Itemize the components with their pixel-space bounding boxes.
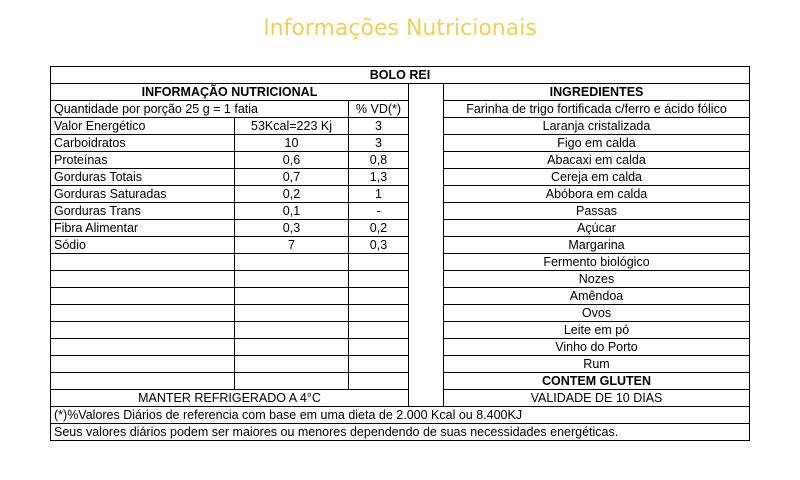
- empty-cell: [235, 339, 349, 356]
- spacer-cell: [409, 169, 444, 186]
- serving-label: Quantidade por porção 25 g = 1 fatia: [51, 101, 349, 118]
- empty-cell: [349, 288, 409, 305]
- ingredient-item: Abóbora em calda: [444, 186, 750, 203]
- nutrient-amount: 0,6: [235, 152, 349, 169]
- nutrient-name: Gorduras Saturadas: [51, 186, 235, 203]
- empty-cell: [235, 271, 349, 288]
- empty-cell: [349, 339, 409, 356]
- spacer-cell: [409, 220, 444, 237]
- empty-cell: [51, 373, 235, 390]
- footnote-row: [51, 424, 750, 441]
- footnote-daily-values: (*)%Valores Diários de referencia com base em uma dieta de 2.000 Kcal ou 8.400KJ: [51, 407, 750, 424]
- nutrient-row: [51, 169, 750, 186]
- nutrient-name: Fibra Alimentar: [51, 220, 235, 237]
- spacer-cell: [409, 322, 444, 339]
- nutrient-vd: 3: [349, 135, 409, 152]
- ingredient-item: Rum: [444, 356, 750, 373]
- empty-cell: [51, 322, 235, 339]
- ingredient-item: Cereja em calda: [444, 169, 750, 186]
- nutrient-amount: 0,1: [235, 203, 349, 220]
- nutrient-row: [51, 118, 750, 135]
- nutrient-row: [51, 135, 750, 152]
- nutrient-name: Valor Energético: [51, 118, 235, 135]
- gluten-notice: CONTEM GLUTEN: [444, 373, 750, 390]
- nutrient-row: [51, 220, 750, 237]
- spacer-cell: [409, 271, 444, 288]
- spacer-cell: [409, 118, 444, 135]
- ingredient-item: Margarina: [444, 237, 750, 254]
- ingredient-item: Leite em pó: [444, 322, 750, 339]
- empty-cell: [349, 373, 409, 390]
- notice-row: [51, 390, 750, 407]
- empty-row: [51, 271, 750, 288]
- empty-cell: [235, 305, 349, 322]
- validity-notice: VALIDADE DE 10 DIAS: [444, 390, 750, 407]
- spacer-cell: [409, 152, 444, 169]
- footnote-needs: Seus valores diários podem ser maiores ou menores dependendo de suas necessidades energéticas.: [51, 424, 750, 441]
- nutrient-amount: 10: [235, 135, 349, 152]
- spacer-cell: [409, 373, 444, 390]
- ingredient-item: Ovos: [444, 305, 750, 322]
- empty-cell: [51, 271, 235, 288]
- nutrient-name: Sódio: [51, 237, 235, 254]
- empty-cell: [349, 356, 409, 373]
- empty-cell: [235, 322, 349, 339]
- spacer-cell: [409, 305, 444, 322]
- ingredient-item: Figo em calda: [444, 135, 750, 152]
- spacer-cell: [409, 356, 444, 373]
- spacer-cell: [409, 339, 444, 356]
- empty-row: [51, 373, 750, 390]
- spacer-cell: [409, 390, 444, 407]
- ingredient-item: Amêndoa: [444, 288, 750, 305]
- nutrition-table: [50, 66, 750, 441]
- storage-notice: MANTER REFRIGERADO A 4°C: [51, 390, 409, 407]
- nutrient-name: Gorduras Trans: [51, 203, 235, 220]
- empty-cell: [51, 288, 235, 305]
- empty-cell: [349, 271, 409, 288]
- ingredient-item: Farinha de trigo fortificada c/ferro e ácido fólico: [444, 101, 750, 118]
- ingredient-item: Açúcar: [444, 220, 750, 237]
- product-row: [51, 67, 750, 84]
- nutrient-amount: 0,3: [235, 220, 349, 237]
- nutrition-table-body: [51, 67, 750, 441]
- empty-cell: [235, 373, 349, 390]
- empty-cell: [235, 254, 349, 271]
- nutrient-amount: 0,2: [235, 186, 349, 203]
- empty-cell: [51, 254, 235, 271]
- nutrition-header: INFORMAÇÃO NUTRICIONAL: [51, 84, 409, 101]
- nutrient-vd: 1: [349, 186, 409, 203]
- nutrient-vd: 3: [349, 118, 409, 135]
- nutrient-amount: 7: [235, 237, 349, 254]
- page-title: Informações Nutricionais: [263, 16, 537, 41]
- spacer-cell: [409, 84, 444, 101]
- nutrient-name: Gorduras Totais: [51, 169, 235, 186]
- empty-row: [51, 339, 750, 356]
- spacer-cell: [409, 254, 444, 271]
- nutrient-name: Proteínas: [51, 152, 235, 169]
- nutrient-amount: 0,7: [235, 169, 349, 186]
- product-name: BOLO REI: [51, 67, 750, 84]
- empty-cell: [349, 305, 409, 322]
- spacer-cell: [409, 288, 444, 305]
- section-header-row: [51, 84, 750, 101]
- empty-row: [51, 305, 750, 322]
- nutrient-vd: 1,3: [349, 169, 409, 186]
- nutrient-row: [51, 237, 750, 254]
- nutrient-row: [51, 186, 750, 203]
- nutrient-row: [51, 152, 750, 169]
- footnote-row: [51, 407, 750, 424]
- nutrient-row: [51, 203, 750, 220]
- ingredient-item: Laranja cristalizada: [444, 118, 750, 135]
- nutrient-vd: 0,8: [349, 152, 409, 169]
- serving-row: [51, 101, 750, 118]
- nutrient-vd: 0,3: [349, 237, 409, 254]
- empty-cell: [51, 305, 235, 322]
- vd-header: % VD(*): [349, 101, 409, 118]
- empty-row: [51, 288, 750, 305]
- spacer-cell: [409, 101, 444, 118]
- ingredient-item: Passas: [444, 203, 750, 220]
- empty-row: [51, 322, 750, 339]
- empty-cell: [235, 356, 349, 373]
- nutrient-name: Carboidratos: [51, 135, 235, 152]
- spacer-cell: [409, 186, 444, 203]
- empty-cell: [235, 288, 349, 305]
- ingredients-header: INGREDIENTES: [444, 84, 750, 101]
- spacer-cell: [409, 135, 444, 152]
- ingredient-item: Vinho do Porto: [444, 339, 750, 356]
- spacer-cell: [409, 237, 444, 254]
- spacer-cell: [409, 203, 444, 220]
- empty-row: [51, 254, 750, 271]
- empty-cell: [349, 254, 409, 271]
- nutrient-vd: -: [349, 203, 409, 220]
- nutrient-vd: 0,2: [349, 220, 409, 237]
- empty-cell: [349, 322, 409, 339]
- empty-cell: [51, 339, 235, 356]
- empty-cell: [51, 356, 235, 373]
- ingredient-item: Fermento biológico: [444, 254, 750, 271]
- ingredient-item: Nozes: [444, 271, 750, 288]
- ingredient-item: Abacaxi em calda: [444, 152, 750, 169]
- empty-row: [51, 356, 750, 373]
- nutrient-amount: 53Kcal=223 Kj: [235, 118, 349, 135]
